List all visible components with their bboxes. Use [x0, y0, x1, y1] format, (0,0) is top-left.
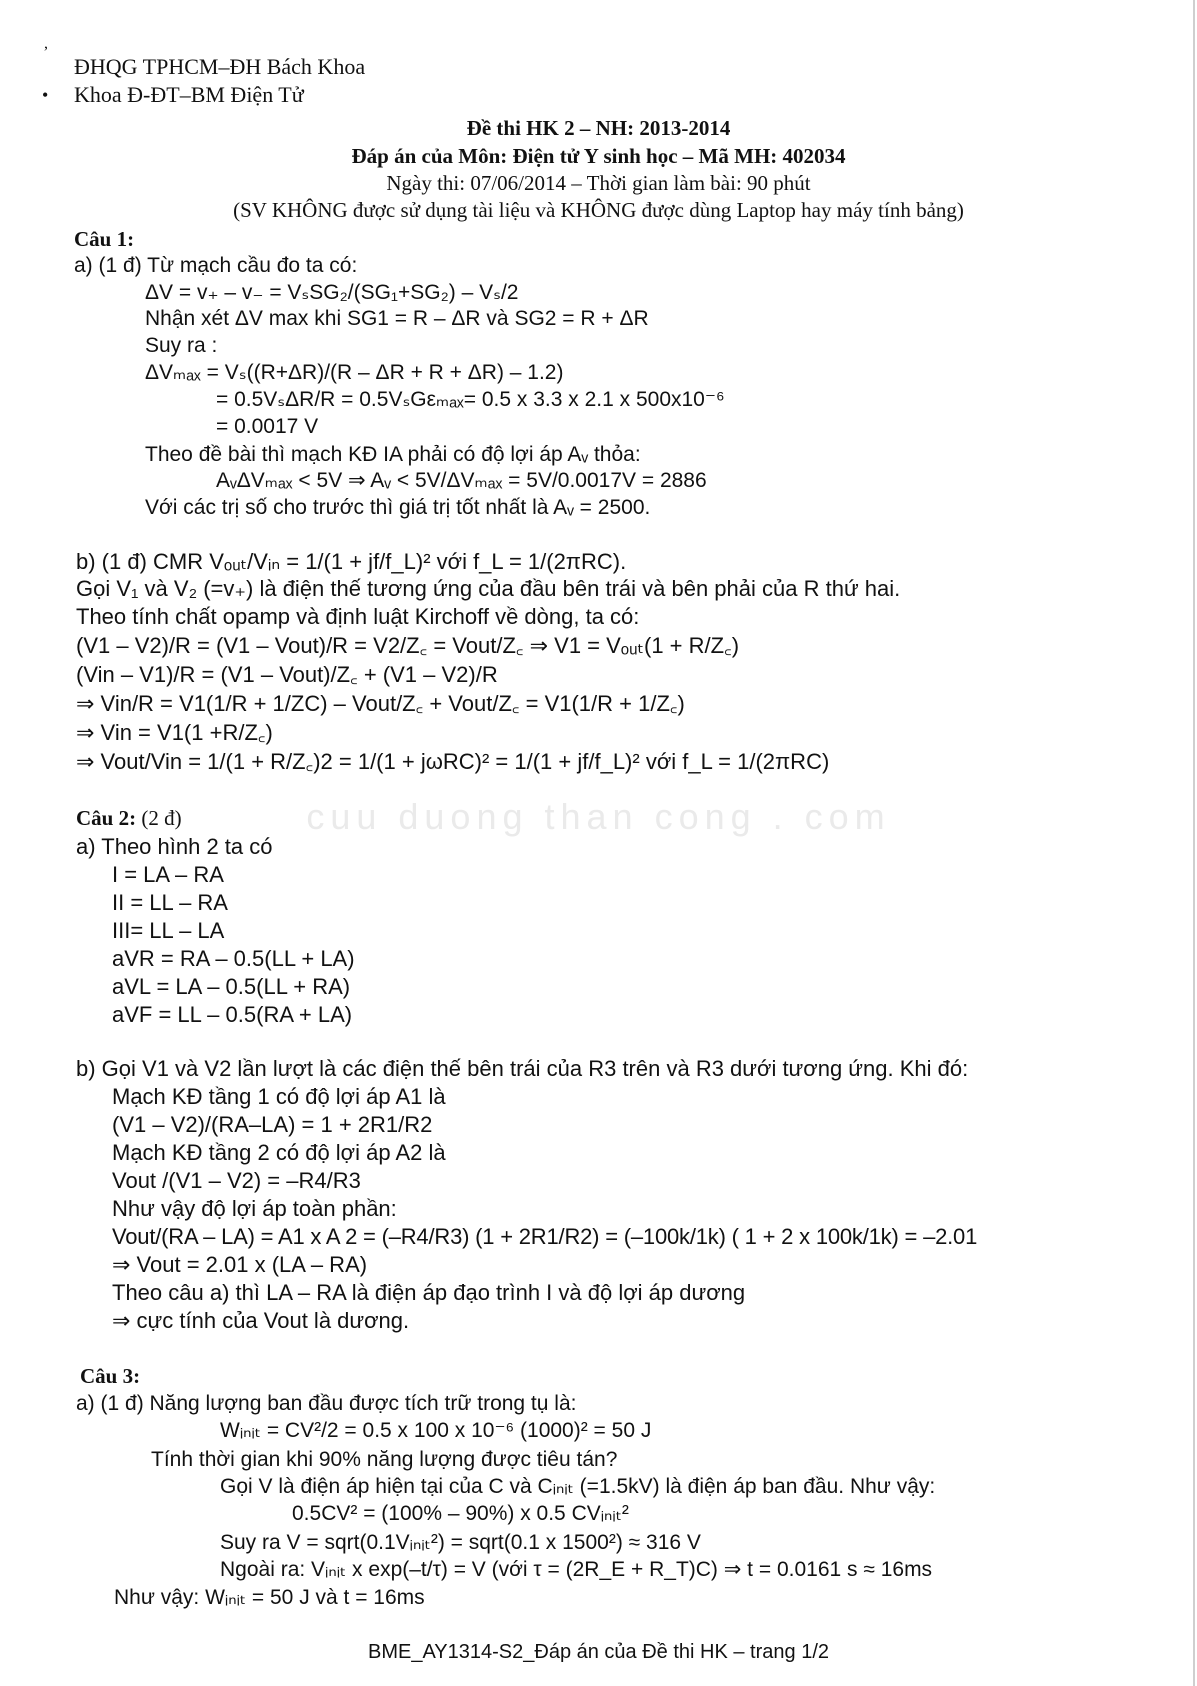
subject-title: Đáp án của Môn: Điện tử Y sinh học – Mã MH: 402034 — [351, 144, 846, 168]
q2a-line: aVR = RA – 0.5(LL + LA) — [112, 946, 355, 971]
watermark: cuu duong than cong . com — [306, 796, 891, 837]
q2b-line: Vout /(V1 – V2) = –R4/R3 — [112, 1168, 361, 1193]
q1b-line: Theo tính chất opamp và định luật Kirchoff về dòng, ta có: — [76, 604, 640, 629]
q2b-line: Vout/(RA – LA) = A1 x A 2 = (–R4/R3) (1 + 2R1/R2) = (–100k/1k) ( 1 + 2 x 100k/1k) = –2.01 — [112, 1224, 978, 1249]
department-name: Khoa Đ-ĐT–BM Điện Tử — [74, 82, 304, 107]
q2b-line: Mạch KĐ tầng 1 có độ lợi áp A1 là — [112, 1084, 446, 1109]
question-2-points: (2 đ) — [136, 806, 182, 830]
q2a-line: aVF = LL – 0.5(RA + LA) — [112, 1002, 353, 1027]
q1b-line: ⇒ Vin = V1(1 +R/Z꜀) — [76, 720, 273, 745]
q2b-line: Theo câu a) thì LA – RA là điện áp đạo trình I và độ lợi áp dương — [112, 1280, 746, 1305]
exam-title: Đề thi HK 2 – NH: 2013-2014 — [466, 116, 731, 140]
scan-edge-right — [1193, 0, 1195, 1686]
q2a-line: II = LL – RA — [112, 890, 228, 915]
q1a-line: Với các trị số cho trước thì giá trị tốt nhất là Aᵥ = 2500. — [145, 496, 651, 519]
q1b-line: ⇒ Vin/R = V1(1/R + 1/ZC) – Vout/Z꜀ + Vout/Z꜀ = V1(1/R + 1/Z꜀) — [76, 691, 685, 716]
q2a-line: aVL = LA – 0.5(LL + RA) — [112, 974, 351, 999]
q3a-line: a) (1 đ) Năng lượng ban đầu được tích trữ trong tụ là: — [76, 1392, 577, 1415]
q2b-line: ⇒ cực tính của Vout là dương. — [112, 1308, 410, 1333]
q1b-line: (V1 – V2)/R = (V1 – Vout)/R = V2/Z꜀ = Vout/Z꜀ ⇒ V1 = Vₒᵤₜ(1 + R/Z꜀) — [76, 633, 740, 658]
q1a-line: = 0.5VₛΔR/R = 0.5VₛGεₘₐₓ= 0.5 x 3.3 x 2.1 x 500x10⁻⁶ — [216, 388, 725, 411]
q3a-line: Như vậy: Wᵢₙᵢₜ = 50 J và t = 16ms — [114, 1586, 425, 1609]
exam-note: (SV KHÔNG được sử dụng tài liệu và KHÔNG được dùng Laptop hay máy tính bảng) — [233, 198, 964, 222]
q2b-line: (V1 – V2)/(RA–LA) = 1 + 2R1/R2 — [112, 1112, 433, 1137]
q3a-line: Tính thời gian khi 90% năng lượng được tiêu tán? — [151, 1448, 618, 1471]
q1a-line: Theo đề bài thì mạch KĐ IA phải có độ lợi áp Aᵥ thỏa: — [145, 443, 641, 466]
question-1-heading: Câu 1: — [74, 227, 135, 251]
q1a-line: ΔVₘₐₓ = Vₛ((R+ΔR)/(R – ΔR + R + ΔR) – 1.2) — [145, 361, 564, 384]
q1b-line: b) (1 đ) CMR Vₒᵤₜ/Vᵢₙ = 1/(1 + jf/f_L)² với f_L = 1/(2πRC). — [76, 549, 627, 574]
page-footer: BME_AY1314-S2_Đáp án của Đề thi HK – trang 1/2 — [367, 1641, 829, 1663]
q3a-line: Gọi V là điện áp hiện tại của C và Cᵢₙᵢₜ (=1.5kV) là điện áp ban đầu. Như vậy: — [220, 1475, 936, 1498]
q3a-line: Suy ra V = sqrt(0.1Vᵢₙᵢₜ²) = sqrt(0.1 x 1500²) ≈ 316 V — [220, 1531, 701, 1554]
q1a-line: ΔV = v₊ – v₋ = VₛSG₂/(SG₁+SG₂) – Vₛ/2 — [145, 281, 519, 304]
university-name: ĐHQG TPHCM–ĐH Bách Khoa — [74, 54, 366, 79]
q2b-line: Như vậy độ lợi áp toàn phần: — [112, 1196, 397, 1221]
exam-date: Ngày thi: 07/06/2014 – Thời gian làm bài: 90 phút — [386, 171, 811, 195]
question-3-heading: Câu 3: — [80, 1364, 141, 1388]
q1a-line: Nhận xét ΔV max khi SG1 = R – ΔR và SG2 = R + ΔR — [145, 307, 649, 330]
q2b-line: ⇒ Vout = 2.01 x (LA – RA) — [112, 1252, 368, 1277]
q2a-line: III= LL – LA — [112, 918, 225, 943]
question-2-heading — [76, 808, 182, 829]
q2a-line: a) Theo hình 2 ta có — [76, 834, 273, 859]
q1a-line: AᵥΔVₘₐₓ < 5V ⇒ Aᵥ < 5V/ΔVₘₐₓ = 5V/0.0017V = 2886 — [216, 469, 707, 492]
scan-mark-2: • — [42, 85, 49, 105]
q2a-line: I = LA – RA — [112, 862, 224, 887]
q2b-line: Mạch KĐ tầng 2 có độ lợi áp A2 là — [112, 1140, 446, 1165]
q1b-line: ⇒ Vout/Vin = 1/(1 + R/Z꜀)2 = 1/(1 + jωRC)² = 1/(1 + jf/f_L)² với f_L = 1/(2πRC) — [76, 749, 830, 774]
q2b-line: b) Gọi V1 và V2 lần lượt là các điện thế bên trái của R3 trên và R3 dưới tương ứng. Khi đó: — [76, 1056, 969, 1081]
q1a-line: a) (1 đ) Từ mạch cầu đo ta có: — [74, 254, 358, 277]
question-2-label: Câu 2: — [76, 806, 137, 830]
q1a-line: = 0.0017 V — [216, 415, 319, 438]
q3a-line: Ngoài ra: Vᵢₙᵢₜ x exp(–t/τ) = V (với τ = (2R_E + R_T)C) ⇒ t = 0.0161 s ≈ 16ms — [220, 1558, 933, 1581]
q1a-line: Suy ra : — [145, 334, 218, 357]
q1b-line: Gọi V₁ và V₂ (=v₊) là điện thế tương ứng của đầu bên trái và bên phải của R thứ hai. — [76, 576, 901, 601]
q3a-line: Wᵢₙᵢₜ = CV²/2 = 0.5 x 100 x 10⁻⁶ (1000)² = 50 J — [220, 1419, 652, 1442]
q1b-line: (Vin – V1)/R = (V1 – Vout)/Z꜀ + (V1 – V2)/R — [76, 662, 498, 687]
q3a-line: 0.5CV² = (100% – 90%) x 0.5 CVᵢₙᵢₜ² — [292, 1502, 629, 1525]
scan-mark-1: , — [44, 35, 48, 52]
